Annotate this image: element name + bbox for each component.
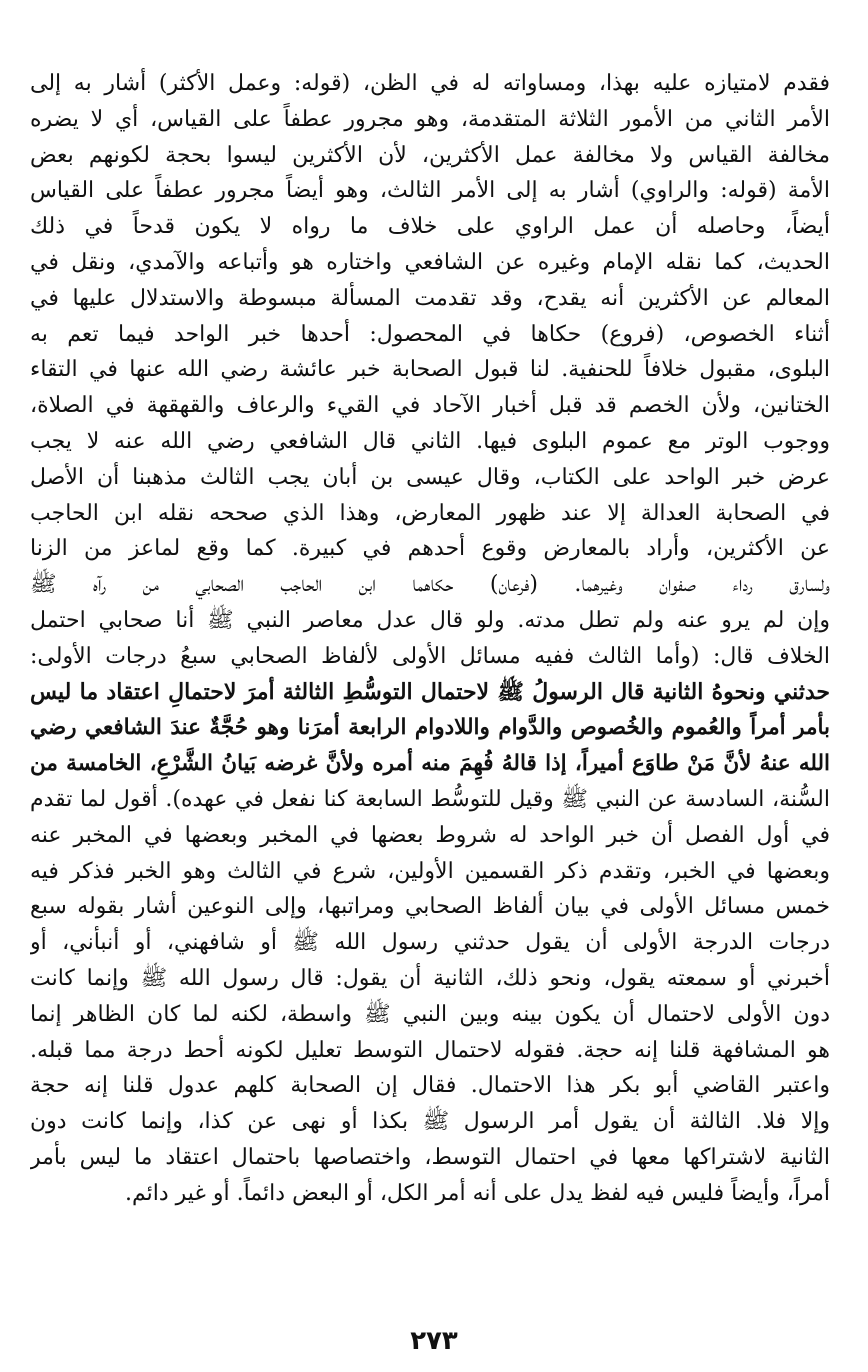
text-line: وإلا فلا. الثالثة أن يقول أمر الرسول ﷺ بكذا أو نهى عن كذا، وإنما كانت دون: [30, 1109, 830, 1135]
text-line: الحديث، كما نقله الإمام وغيره عن الشافعي واختاره هو وأتباعه والآمدي، ونقل في: [30, 249, 830, 275]
text-line: أمراً، وأيضاً فليس فيه لفظ يدل على أنه أمر الكل، أو البعض دائماً. أو غير دائم.: [124, 1180, 830, 1206]
text-line: وإن لم يرو عنه ولم تطل مدته. ولو قال عدل معاصر النبي ﷺ أنا صحابي احتمل: [30, 607, 830, 633]
text-line: ولسارق رداء صفوان وغيرهما. (فرعان) حكاهما ابن الحاجب الصحابي من رآه ﷺ: [30, 572, 830, 598]
body-text: [30, 66, 830, 1212]
text-line: الثانية لاشتراكها معها في احتمال التوسط، واختصاصها باحتمال اعتقاد ما ليس بأمر: [30, 1144, 830, 1170]
text-line: بأمر أمراً والعُموم والخُصوص والدَّوام واللادوام الرابعة أمرَنا وهو حُجَّةٌ عندَ الشافعي رضي: [30, 715, 830, 741]
text-line: الله عنهُ لأنَّ مَنْ طاوَع أميراً، إذا قالهُ فُهِمَ منه أمره ولأنَّ غرضه بَيانُ الشَّرْعِ، الخامسة من: [30, 751, 830, 777]
text-line: أخبرني أو سمعته يقول، ونحو ذلك، الثانية أن يقول: قال رسول الله ﷺ وإنما كانت: [30, 965, 830, 991]
text-line: هو المشافهة قلنا إنه حجة. فقوله لاحتمال التوسط تعليل لكونه أحط درجة مما قبله.: [30, 1037, 830, 1063]
text-line: مخالفة القياس ولا مخالفة عمل الأكثرين، لأن الأكثرين ليسوا بحجة لكونهم بعض: [30, 142, 830, 168]
text-line: فقدم لامتيازه عليه بهذا، ومساواته له في الظن، (قوله: وعمل الأكثر) أشار به إلى: [30, 71, 830, 96]
text-line: الخلاف قال: (وأما الثالث ففيه مسائل الأولى لألفاظ الصحابي سبعُ درجات الأولى:: [30, 643, 830, 669]
text-line: الأمر الثاني من الأمور الثلاثة المتقدمة، وهو مجرور عطفاً على القياس، أي لا يضره: [30, 106, 830, 132]
text-line: درجات الدرجة الأولى أن يقول حدثني رسول الله ﷺ أو شافهني، أو أنبأني، أو: [30, 930, 830, 956]
text-line: السُّنة، السادسة عن النبي ﷺ وقيل للتوسُّط السابعة كنا نفعل في عهده). أقول لما تقدم: [30, 786, 830, 812]
text-line: واعتبر القاضي أبو بكر هذا الاحتمال. فقال إن الصحابة كلهم عدول قلنا إنه حجة: [30, 1073, 830, 1099]
text-line: ووجوب الوتر مع عموم البلوى فيها. الثاني قال الشافعي رضي الله عنه لا يجب: [30, 428, 830, 454]
text-line: حدثني ونحوهُ الثانية قال الرسولُ ﷺ لاحتمال التوسُّطِ الثالثة أمرَ لاحتمالِ اعتقاد ما ليس: [30, 678, 830, 705]
text-line: المعالم عن الأكثرين أنه يقدح، وقد تقدمت المسألة مبسوطة والاستدلال عليها في: [30, 285, 830, 311]
text-line: عرض خبر الواحد على الكتاب، وقال عيسى بن أبان يجب الثالث مذهبنا أن الأصل: [30, 464, 830, 490]
text-line: الأمة (قوله: والراوي) أشار به إلى الأمر الثالث، وهو أيضاً مجرور عطفاً على القياس: [30, 178, 830, 204]
text-line: أيضاً، وحاصله أن عمل الراوي على خلاف ما رواه لا يكون قدحاً في ذلك: [30, 214, 830, 240]
text-line: الختانين، ولأن الخصم قد قبل أخبار الآحاد في القيء والرعاف والقهقهة في الصلاة،: [30, 393, 830, 419]
text-line: عن الأكثرين، وأراد بالمعارض وقوع أحدهم في كبيرة. كما وقع لماعز من الزنا: [30, 536, 830, 562]
text-line: في الصحابة العدالة إلا عند ظهور المعارض، وهذا الذي صححه نقله ابن الحاجب: [30, 500, 830, 526]
text-line: أثناء الخصوص، (فروع) حكاها في المحصول: أحدها خبر الواحد فيما تعم به: [30, 321, 830, 347]
page-number: ٢٧٣: [410, 1326, 458, 1356]
text-line: في أول الفصل أن خبر الواحد له شروط بعضها في المخبر وبعضها في المخبر عنه: [30, 822, 830, 848]
text-line: البلوى، مقبول خلافاً للحنفية. لنا قبول الصحابة خبر عائشة رضي الله عنها في التقاء: [30, 357, 830, 383]
text-line: خمس مسائل الأولى في بيان ألفاظ الصحابي ومراتبها، وإلى النوعين أشار بقوله سبع: [30, 894, 830, 920]
text-line: وبعضها في الخبر، وتقدم ذكر القسمين الأولين، شرع في الثالث وهو الخبر فذكر فيه: [30, 858, 830, 884]
text-line: دون الأولى لاحتمال أن يكون بينه وبين النبي ﷺ واسطة، لكنه لما كان الظاهر إنما: [30, 1001, 830, 1027]
